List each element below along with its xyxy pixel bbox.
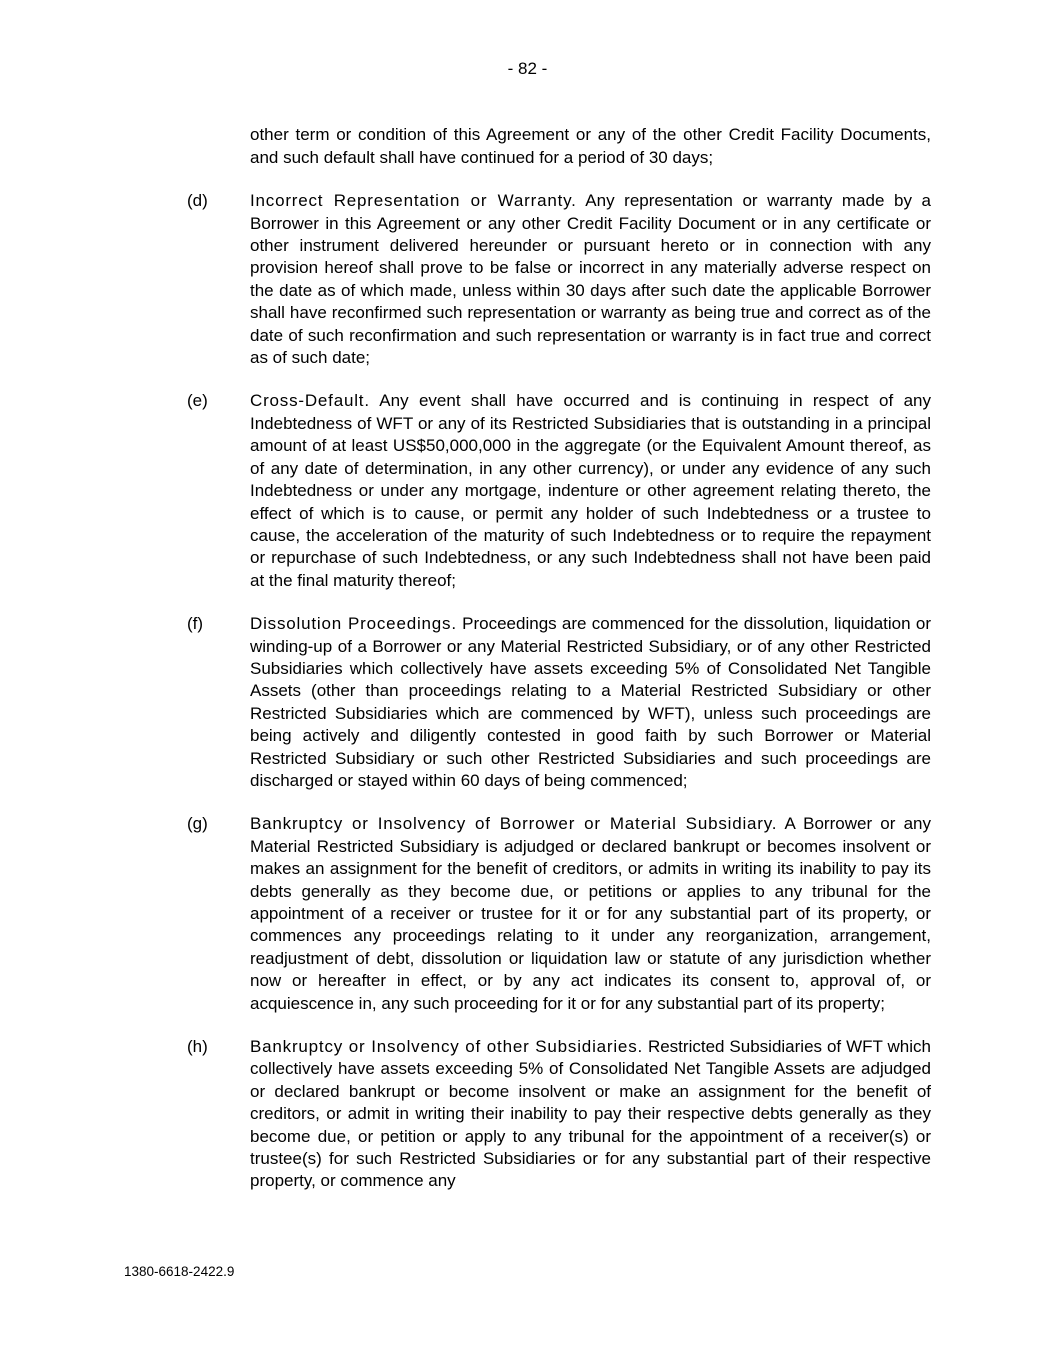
clause-paragraph [250,390,931,592]
clause-body-text: A Borrower or any Material Restricted Subsidiary is adjudged or declared bankrupt or becomes insolvent or makes an assignment for the benefit of creditors, or admits in writing its inability to pay its debts generally as they become due, or petitions or applies to any tribunal for the appointment of a receiver or trustee for it or for any substantial part of its property, or commences any proceedings relating to it under any reorganization, arrangement, readjustment of debt, dissolution or liquidation law or statute of any jurisdiction whether now or hereafter in effect, or by any act indicates its consent to, approval of, or acquiescence in, any such proceeding for it or for any substantial part of its property; [250,814,931,1013]
clause-heading: Bankruptcy or Insolvency of other Subsidiaries. [250,1037,644,1057]
clause-paragraph [250,190,931,369]
clause-body-text: Proceedings are commenced for the dissolution, liquidation or winding-up of a Borrower or any Material Restricted Subsidiary, or of any other Restricted Subsidiaries which collectively have assets exceeding 5% of Consolidated Net Tangible Assets (other than proceedings relating to a Material Restricted Subsidiary or other Restricted Subsidiaries which are commenced by WFT), unless such proceedings are being actively and diligently contested in good faith by such Borrower or Material Restricted Subsidiary or such other Restricted Subsidiaries and such proceedings are discharged or stayed within 60 days of being commenced; [250,614,931,790]
clause-label: (g) [187,814,208,834]
clause-body-text: Any representation or warranty made by a Borrower in this Agreement or any other Credit Facility Document or in any certificate or other instrument delivered hereunder or pursuant hereto or in connection with any provision hereof shall prove to be false or incorrect in any materially adverse respect on the date as of which made, unless within 30 days after such date the applicable Borrower shall have reconfirmed such representation or warranty as being true and correct as of the date of such reconfirmation and such representation or warranty is in fact true and correct as of such date; [250,191,931,368]
clause-label: (d) [187,191,208,211]
clause-row-e [124,390,931,592]
clause-heading: Dissolution Proceedings. [250,614,457,634]
clause-heading: Bankruptcy or Insolvency of Borrower or Material Subsidiary. [250,814,778,834]
clause-label: (f) [187,614,204,634]
clause-row-h [124,1036,931,1193]
clause-label: (e) [187,391,208,411]
clause-paragraph [250,813,931,1015]
clause-paragraph [250,1036,931,1193]
document-id-footer: 1380-6618-2422.9 [124,1264,235,1279]
clause-row-g [124,813,931,1015]
continuation-paragraph: other term or condition of this Agreement or any of the other Credit Facility Documents, and such default shall have continued for a period of 30 days; [250,125,931,167]
clause-paragraph [250,613,931,792]
clause-heading: Cross-Default. [250,391,370,411]
clause-heading: Incorrect Representation or Warranty. [250,191,577,211]
clause-label: (h) [187,1037,208,1057]
page-number: - 82 - [507,59,548,78]
clause-row-d [124,190,931,369]
clause-body-text: Any event shall have occurred and is continuing in respect of any Indebtedness of WFT or any of its Restricted Subsidiaries that is outstanding in a principal amount of at least US$50,000,000 in the aggregate (or the Equivalent Amount thereof, as of any date of determination, in any other currency), or under any evidence of any such Indebtedness or under any mortgage, indenture or other agreement relating thereto, the effect of which is to cause, or permit any holder of such Indebtedness or a trustee to cause, the acceleration of the maturity of such Indebtedness or to require the repayment or repurchase of such Indebtedness, or any such Indebtedness shall not have been paid at the final maturity thereof; [250,391,931,590]
clause-body-text: Restricted Subsidiaries of WFT which collectively have assets exceeding 5% of Consolidated Net Tangible Assets are adjudged or declared bankrupt or become insolvent or make an assignment for the benefit of creditors, or admit in writing their inability to pay their respective debts generally as they become due, or petition or apply to any tribunal for the appointment of a receiver(s) or trustee(s) for such Restricted Subsidiaries or for any substantial part of their respective property, or commence any [250,1037,931,1191]
clause-row-f [124,613,931,792]
